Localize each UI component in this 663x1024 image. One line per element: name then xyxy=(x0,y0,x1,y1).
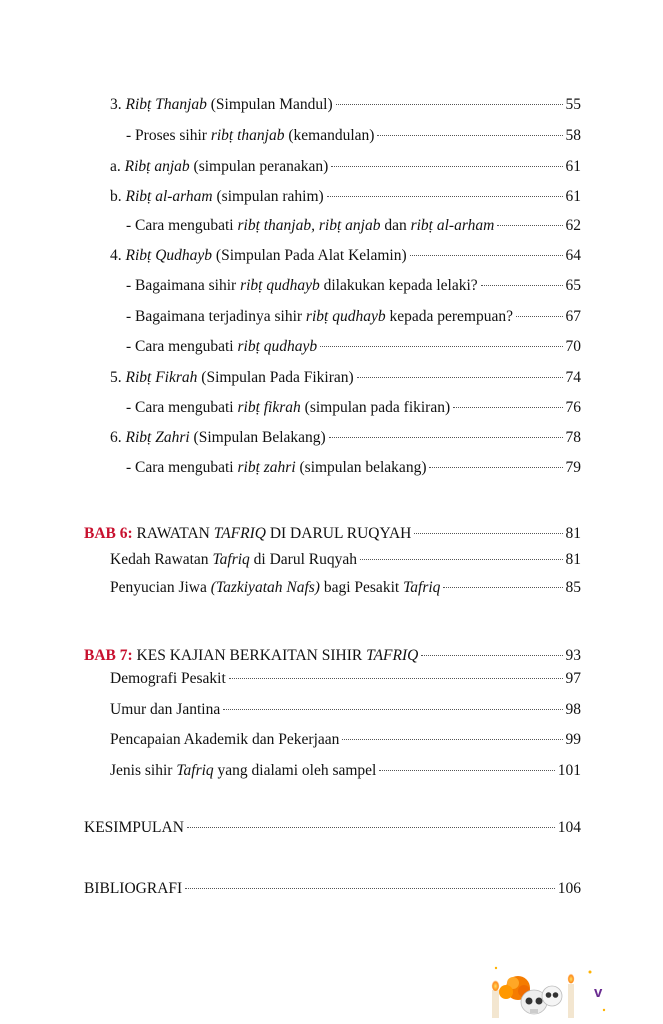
toc-entry-page: 64 xyxy=(565,247,581,264)
toc-entry-page: 81 xyxy=(565,551,581,568)
toc-entry-title xyxy=(126,304,513,330)
toc-entry-text: ribṭ qudhayb xyxy=(240,277,320,294)
toc-entry xyxy=(126,213,581,239)
toc-entry-page: 61 xyxy=(565,188,581,205)
toc-entry-title xyxy=(110,697,220,723)
toc-entry-text: 6. xyxy=(110,429,126,446)
toc-entry-text: 5. xyxy=(110,369,126,386)
dot-leader xyxy=(320,346,562,347)
toc-entry xyxy=(84,815,581,841)
toc-entry-text: Ribṭ Thanjab xyxy=(125,96,207,113)
toc-entry-title xyxy=(126,123,374,149)
dot-leader xyxy=(185,888,555,889)
toc-entry xyxy=(110,575,581,601)
toc-entry xyxy=(110,727,581,753)
toc-entry-text: Ribṭ anjab xyxy=(124,158,190,175)
toc-entry-text: ribṭ fikrah xyxy=(237,399,301,416)
toc-entry xyxy=(126,273,581,299)
toc-entry-text: TAFRIQ xyxy=(213,525,266,542)
dot-leader xyxy=(229,678,563,679)
toc-entry-page: 55 xyxy=(565,96,581,113)
toc-entry-title xyxy=(84,521,411,547)
toc-entry-text: TAFRIQ xyxy=(366,647,419,664)
toc-entry-title xyxy=(110,727,339,753)
toc-entry-title xyxy=(126,273,478,299)
toc-entry-text: b. xyxy=(110,188,126,205)
toc-entry-text: Penyucian Jiwa xyxy=(110,579,211,596)
toc-entry-text: Ribṭ Fikrah xyxy=(125,369,198,386)
dot-leader xyxy=(453,407,562,408)
toc-entry-title xyxy=(110,243,407,269)
toc-entry-text: (Simpulan Mandul) xyxy=(206,96,333,113)
dot-leader xyxy=(497,225,562,226)
toc-entry-page: 62 xyxy=(565,217,581,234)
toc-entry-text: kepada perempuan? xyxy=(385,308,513,325)
toc-entry-title xyxy=(110,92,333,118)
toc-entry-text: RAWATAN xyxy=(132,525,214,542)
toc-entry-text: Ribṭ al-arham xyxy=(125,188,213,205)
dot-leader xyxy=(360,559,563,560)
toc-entry-title xyxy=(110,425,326,451)
toc-entry-text: Kedah Rawatan xyxy=(110,551,213,568)
toc-entry-title xyxy=(126,213,494,239)
toc-entry-page: 106 xyxy=(557,880,581,897)
toc-entry-text: Tafriq xyxy=(176,762,214,779)
toc-entry-text: - Cara mengubati xyxy=(126,338,238,355)
toc-entry-text: Ribṭ Qudhayb xyxy=(125,247,213,264)
toc-entry-text: ribṭ qudhayb xyxy=(305,308,386,325)
toc-entry-text: ribṭ thanjab xyxy=(210,127,285,144)
toc-entry-title xyxy=(84,815,184,841)
toc-entry-text: BIBLIOGRAFI xyxy=(84,880,183,897)
toc-entry xyxy=(126,304,581,330)
toc-entry-text: di Darul Ruqyah xyxy=(249,551,357,568)
toc-entry xyxy=(126,123,581,149)
toc-entry-text: Demografi Pesakit xyxy=(110,670,226,687)
dot-leader xyxy=(331,166,562,167)
toc-entry-title xyxy=(110,154,328,180)
toc-entry-page: 98 xyxy=(565,701,581,718)
toc-entry-text: (Simpulan Belakang) xyxy=(189,429,326,446)
page-number: v xyxy=(594,984,603,1001)
toc-entry-page: 78 xyxy=(565,429,581,446)
toc-entry-page: 65 xyxy=(565,277,581,294)
toc-entry-text: (kemandulan) xyxy=(284,127,375,144)
toc-entry-page: 104 xyxy=(557,819,581,836)
toc-entry-text: (simpulan belakang) xyxy=(295,459,427,476)
toc-entry xyxy=(110,92,581,118)
toc-entry-text: Pencapaian Akademik dan Pekerjaan xyxy=(110,731,340,748)
toc-entry xyxy=(110,666,581,692)
toc-entry-page: 99 xyxy=(565,731,581,748)
toc-entry-text: ribṭ qudhayb xyxy=(237,338,318,355)
dot-leader xyxy=(187,827,555,828)
toc-entry-text: ribṭ zahri xyxy=(237,459,296,476)
toc-entry-text: - Cara mengubati xyxy=(126,217,238,234)
dot-leader xyxy=(429,467,562,468)
dot-leader xyxy=(327,196,563,197)
toc-entry-text: Ribṭ Zahri xyxy=(125,429,190,446)
toc-entry-page: 101 xyxy=(557,762,581,779)
toc-entry-text: DI DARUL RUQYAH xyxy=(265,525,412,542)
toc-entry-text: (simpulan peranakan) xyxy=(189,158,329,175)
toc-entry-text: dan xyxy=(380,217,411,234)
dot-leader xyxy=(481,285,563,286)
toc-entry-page: 85 xyxy=(565,579,581,596)
dot-leader xyxy=(516,316,563,317)
toc-entry-text: (Tazkiyatah Nafs) xyxy=(210,579,320,596)
toc-entry-text: dilakukan kepada lelaki? xyxy=(319,277,478,294)
dot-leader xyxy=(421,655,562,656)
toc-entry xyxy=(84,521,581,547)
dot-leader xyxy=(342,739,562,740)
dot-leader xyxy=(379,770,554,771)
toc-entry xyxy=(110,547,581,573)
toc-entry-text: 4. xyxy=(110,247,126,264)
toc-entry-text: - Bagaimana sihir xyxy=(126,277,241,294)
toc-entry xyxy=(110,758,581,784)
chapter-label: BAB 6: xyxy=(84,525,133,542)
toc-entry xyxy=(110,243,581,269)
toc-entry-title xyxy=(110,758,376,784)
toc-entry-text: ribṭ thanjab, ribṭ anjab xyxy=(237,217,381,234)
toc-entry-page: 81 xyxy=(565,525,581,542)
toc-entry xyxy=(110,365,581,391)
toc-entry xyxy=(126,334,581,360)
toc-entry-text: - Bagaimana terjadinya sihir xyxy=(126,308,306,325)
toc-entry-text: (Simpulan Pada Alat Kelamin) xyxy=(212,247,407,264)
dot-leader xyxy=(410,255,563,256)
toc-entry-text: - Proses sihir xyxy=(126,127,211,144)
dot-leader xyxy=(223,709,562,710)
toc-entry-title xyxy=(126,395,450,421)
chapter-label: BAB 7: xyxy=(84,647,133,664)
toc-entry-text: (simpulan pada fikiran) xyxy=(300,399,451,416)
dot-leader xyxy=(329,437,563,438)
dot-leader xyxy=(357,377,563,378)
toc-entry-text: (simpulan rahim) xyxy=(212,188,324,205)
toc-entry-title xyxy=(110,575,440,601)
toc-entry xyxy=(126,455,581,481)
dot-leader xyxy=(443,587,562,588)
toc-entry-text: Tafriq xyxy=(212,551,250,568)
dot-leader xyxy=(414,533,562,534)
toc-entry-text: KESIMPULAN xyxy=(84,819,184,836)
toc-entry xyxy=(126,395,581,421)
toc-entry-title xyxy=(126,455,426,481)
toc-entry-text: Jenis sihir xyxy=(110,762,177,779)
toc-entry-page: 76 xyxy=(565,399,581,416)
toc-entry-text: a. xyxy=(110,158,125,175)
toc-entry-page: 93 xyxy=(565,647,581,664)
toc-entry-title xyxy=(110,547,357,573)
toc-entry-text: KES KAJIAN BERKAITAN SIHIR xyxy=(132,647,367,664)
toc-entry-title xyxy=(110,365,354,391)
toc-entry-text: Tafriq xyxy=(403,579,441,596)
toc-entry xyxy=(110,154,581,180)
toc-entry-title xyxy=(84,876,182,902)
toc-entry-page: 61 xyxy=(565,158,581,175)
toc-entry-text: - Cara mengubati xyxy=(126,399,238,416)
dot-leader xyxy=(336,104,563,105)
toc-entry-text: ribṭ al-arham xyxy=(410,217,495,234)
toc-entry-title xyxy=(110,184,324,210)
toc-entry-title xyxy=(126,334,317,360)
toc-entry xyxy=(110,425,581,451)
toc-entry-text: 3. xyxy=(110,96,126,113)
toc-entry-page: 97 xyxy=(565,670,581,687)
toc-entry-page: 58 xyxy=(565,127,581,144)
toc-entry-title xyxy=(110,666,226,692)
toc-entry-text: yang dialami oleh sampel xyxy=(213,762,377,779)
toc-entry xyxy=(84,876,581,902)
toc-entry-page: 70 xyxy=(565,338,581,355)
toc-entry-text: Umur dan Jantina xyxy=(110,701,221,718)
toc-entry-text: - Cara mengubati xyxy=(126,459,238,476)
toc-entry xyxy=(110,697,581,723)
dot-leader xyxy=(377,135,562,136)
toc-entry-text: (Simpulan Pada Fikiran) xyxy=(197,369,354,386)
toc-entry xyxy=(110,184,581,210)
toc-entry-text: bagi Pesakit xyxy=(319,579,404,596)
toc-entry-page: 67 xyxy=(565,308,581,325)
toc-entry-page: 74 xyxy=(565,369,581,386)
toc-entry-page: 79 xyxy=(565,459,581,476)
